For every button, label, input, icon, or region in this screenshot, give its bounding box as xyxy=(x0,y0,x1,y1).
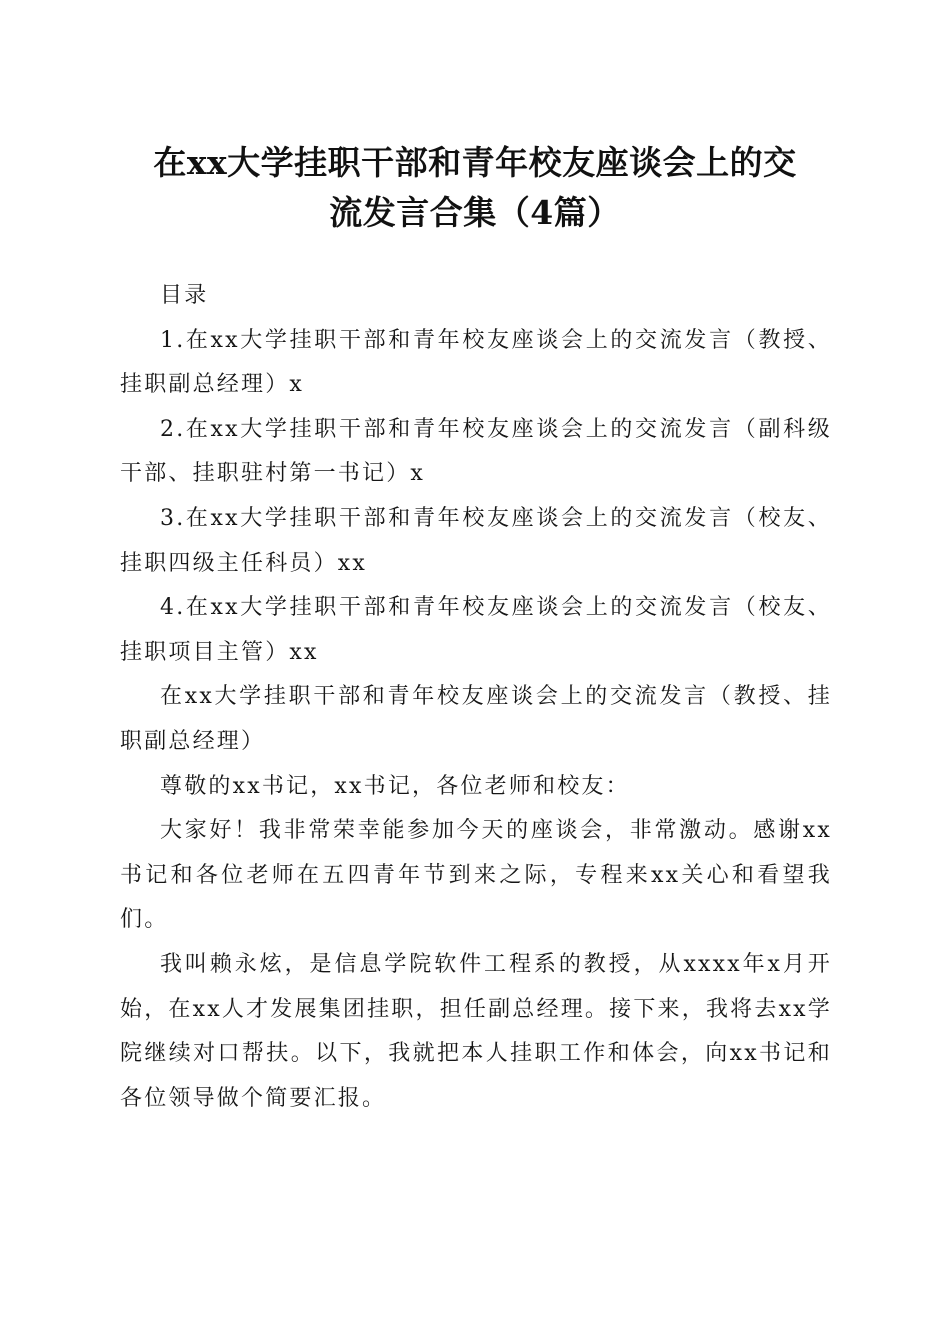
toc-item-3: 3.在xx大学挂职干部和青年校友座谈会上的交流发言（校友、挂职四级主任科员）xx xyxy=(120,505,832,576)
toc-heading: 目录 xyxy=(160,283,209,308)
document-body xyxy=(120,274,832,1121)
document-title xyxy=(100,138,850,238)
title-line-2: 流发言合集（4篇） xyxy=(329,193,621,232)
article-salutation: 尊敬的xx书记，xx书记，各位老师和校友： xyxy=(160,773,630,799)
toc-item-2: 2.在xx大学挂职干部和青年校友座谈会上的交流发言（副科级干部、挂职驻村第一书记）x xyxy=(120,416,832,487)
article-paragraph-2: 我叫赖永炫，是信息学院软件工程系的教授，从xxxx年x月开始，在xx人才发展集团挂职，担任副总经理。接下来，我将去xx学院继续对口帮扶。以下，我就把本人挂职工作和体会，向xx书记和各位领导做个简要汇报。 xyxy=(120,951,832,1111)
toc-item-1: 1.在xx大学挂职干部和青年校友座谈会上的交流发言（教授、挂职副总经理）x xyxy=(120,327,832,398)
article-heading: 在xx大学挂职干部和青年校友座谈会上的交流发言（教授、挂职副总经理） xyxy=(120,684,832,754)
title-line-1: 在xx大学挂职干部和青年校友座谈会上的交 xyxy=(153,143,797,182)
toc-item-4: 4.在xx大学挂职干部和青年校友座谈会上的交流发言（校友、挂职项目主管）xx xyxy=(120,595,832,665)
article-paragraph-1: 大家好！我非常荣幸能参加今天的座谈会，非常激动。感谢xx书记和各位老师在五四青年节到来之际，专程来xx关心和看望我们。 xyxy=(120,818,832,933)
